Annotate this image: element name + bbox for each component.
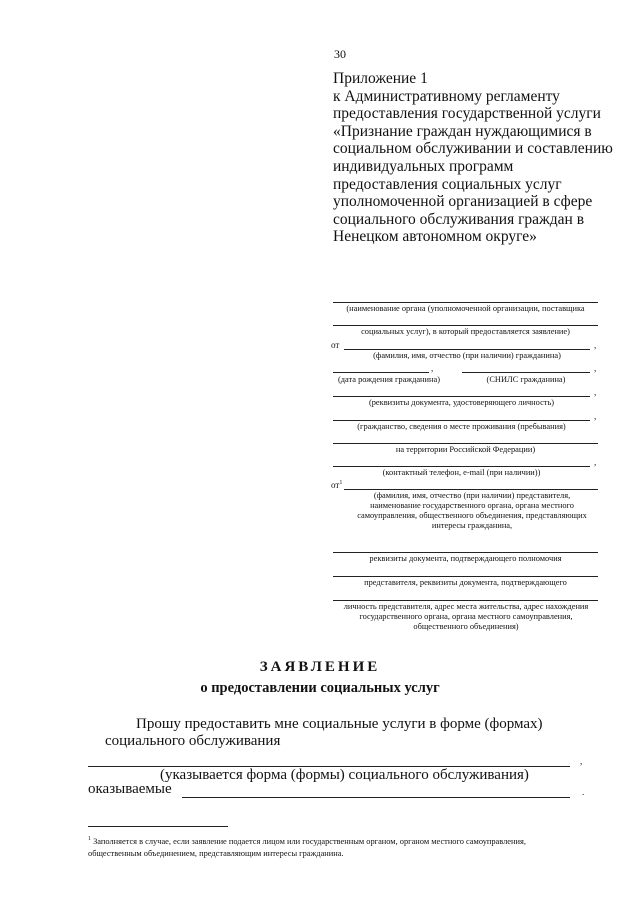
period: . xyxy=(582,787,585,797)
caption-birth: (дата рождения гражданина) xyxy=(337,375,441,384)
appendix-line: уполномоченной организацией в сфере xyxy=(333,193,593,211)
caption-identity-doc: (реквизиты документа, удостоверяющего личность) xyxy=(368,398,555,407)
representative-address-field[interactable] xyxy=(333,600,598,601)
provided-by-field[interactable] xyxy=(182,797,570,798)
caption-territory: на территории Российской Федерации) xyxy=(395,445,536,454)
applicant-name-field[interactable] xyxy=(344,349,590,350)
statement-title: ЗАЯВЛЕНИЕ xyxy=(259,659,381,675)
caption-service-form: (указывается форма (формы) социального обслуживания) xyxy=(160,767,529,783)
comma: , xyxy=(594,340,597,350)
appendix-header xyxy=(333,70,623,246)
appendix-line: «Признание граждан нуждающимися в xyxy=(333,122,592,140)
appendix-line: социального обслуживания граждан в xyxy=(333,210,585,228)
caption-citizenship: (гражданство, сведения о месте проживания (пребывания) xyxy=(357,422,566,431)
contacts-field[interactable] xyxy=(333,466,590,467)
request-line-2: социального обслуживания xyxy=(105,733,281,749)
footnote-separator xyxy=(88,826,228,827)
caption-representative-address: личность представителя, адрес места жительства, адрес нахождения государственного органа, органа местного самоуправления, общественного объединения) xyxy=(343,602,589,631)
caption-fio: (фамилия, имя, отчество (при наличии) гражданина) xyxy=(373,351,561,360)
appendix-line: Приложение 1 xyxy=(333,70,428,87)
appendix-line: предоставления социальных услуг xyxy=(333,175,562,193)
footnote-text: Заполняется в случае, если заявление подается лицом или государственным органом, органом местного самоуправления, общественным объединением, представляющим интересы гражданина. xyxy=(88,836,526,858)
comma: , xyxy=(431,363,434,373)
representative-field[interactable] xyxy=(344,489,598,490)
identity-doc-field[interactable] xyxy=(333,396,590,397)
organ-name-field-2[interactable] xyxy=(333,325,598,326)
footnote-ref: 1 xyxy=(339,480,343,486)
appendix-line: индивидуальных программ xyxy=(333,157,514,175)
appendix-line: социальном обслуживании и составлению xyxy=(333,140,613,158)
from-label-representative xyxy=(331,480,342,490)
citizenship-field[interactable] xyxy=(333,420,590,421)
footnote xyxy=(88,833,558,860)
from-label: от xyxy=(331,340,340,350)
organ-name-field[interactable] xyxy=(333,302,598,303)
appendix-line: Ненецком автономном округе» xyxy=(333,228,537,246)
birth-date-field[interactable] xyxy=(333,372,429,373)
caption-snils: (СНИЛС гражданина) xyxy=(486,375,566,384)
comma: , xyxy=(594,411,597,421)
caption-representative-doc: реквизиты документа, подтверждающего полномочия xyxy=(369,554,562,563)
comma: , xyxy=(594,363,597,373)
appendix-line: предоставления государственной услуги xyxy=(333,105,601,123)
comma: , xyxy=(594,457,597,467)
page-number: 30 xyxy=(334,47,346,61)
representative-doc-field[interactable] xyxy=(333,552,598,553)
residence-field[interactable] xyxy=(333,443,598,444)
caption-representative-doc-2: представителя, реквизиты документа, подтверждающего xyxy=(364,578,567,587)
comma: , xyxy=(580,756,583,766)
representative-doc-field-2[interactable] xyxy=(333,576,598,577)
request-line-1: Прошу предоставить мне социальные услуги в форме (формах) xyxy=(136,716,543,732)
footnote-mark: 1 xyxy=(88,836,91,842)
caption-organ-2: социальных услуг), в который предоставляется заявление) xyxy=(361,327,570,336)
appendix-line: к Административному регламенту xyxy=(333,87,560,105)
provided-label: оказываемые xyxy=(88,781,172,797)
statement-subtitle: о предоставлении социальных услуг xyxy=(200,680,440,696)
caption-representative: (фамилия, имя, отчество (при наличии) представителя, наименование государственного органа, органа местного самоуправления, общественного объединения, представляющих интересы гражданина, xyxy=(357,491,587,530)
caption-organ-1: (наименование органа (уполномоченной организации, поставщика xyxy=(346,304,585,313)
caption-contacts: (контактный телефон, e-mail (при наличии)) xyxy=(382,468,541,477)
comma: , xyxy=(594,387,597,397)
from-label-2: от xyxy=(331,480,340,490)
snils-field[interactable] xyxy=(462,372,590,373)
